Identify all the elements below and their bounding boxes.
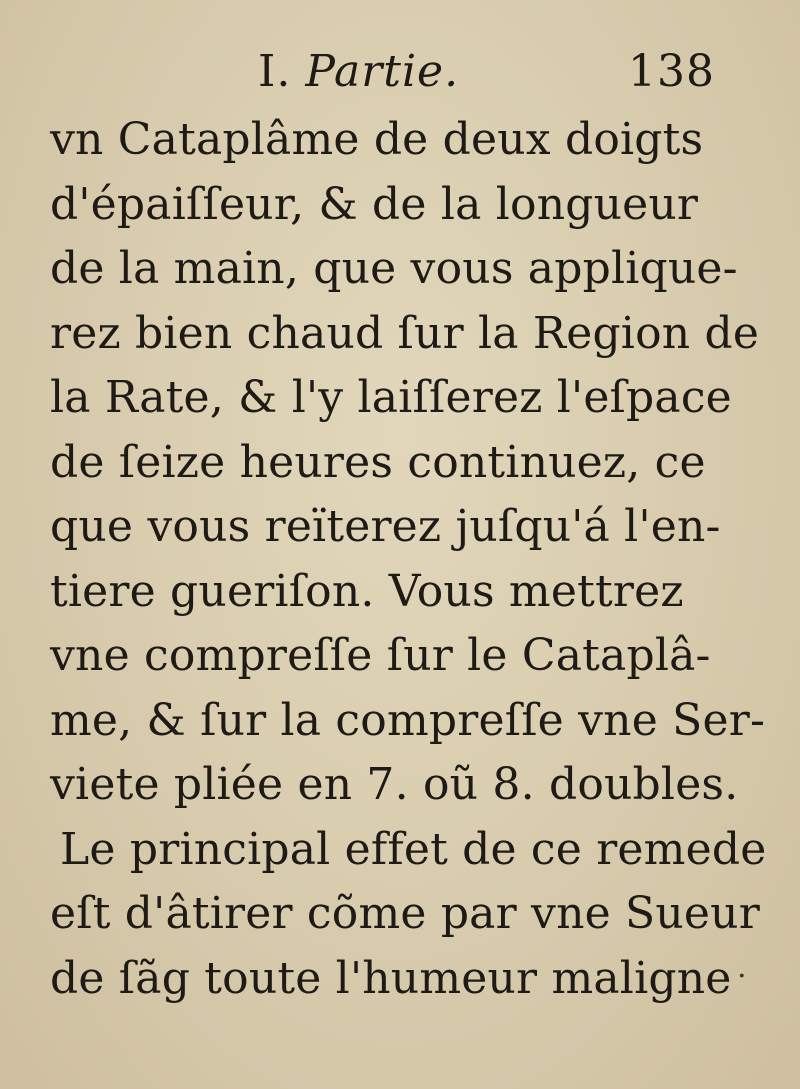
text-line: vne compreſſe ſur le Cataplâ- bbox=[50, 630, 711, 681]
text-line: Le principal effet de ce remede bbox=[60, 823, 767, 875]
text-line: tiere gueriſon. Vous mettrez bbox=[50, 565, 684, 617]
running-header bbox=[0, 38, 800, 108]
trailing-mark: . bbox=[737, 950, 747, 985]
text-line: la Rate, & l'y laiſſerez l'eſpace bbox=[50, 372, 732, 423]
text-line: que vous reïterez juſqu'á l'en- bbox=[50, 501, 721, 552]
text-line: eſt d'âtirer cõme par vne Sueur bbox=[50, 888, 760, 939]
body-text bbox=[50, 108, 767, 1011]
text-line: de ſãg toute l'humeur maligne bbox=[50, 952, 732, 1004]
part-word: Partie. bbox=[305, 46, 460, 97]
text-line: viete pliée en 7. oũ 8. doubles. bbox=[50, 759, 739, 810]
part-heading bbox=[258, 46, 459, 97]
page-number: 138 bbox=[628, 46, 715, 97]
part-number: I. bbox=[258, 46, 292, 97]
text-line: de la main, que vous applique- bbox=[50, 243, 738, 294]
text-line: rez bien chaud ſur la Region de bbox=[50, 307, 760, 359]
text-line: vn Cataplâme de deux doigts bbox=[50, 114, 704, 165]
text-line: de ſeize heures continuez, ce bbox=[50, 436, 706, 488]
text-line: d'épaiſſeur, & de la longueur bbox=[50, 178, 699, 230]
text-line: me, & ſur la compreſſe vne Ser- bbox=[50, 694, 766, 746]
